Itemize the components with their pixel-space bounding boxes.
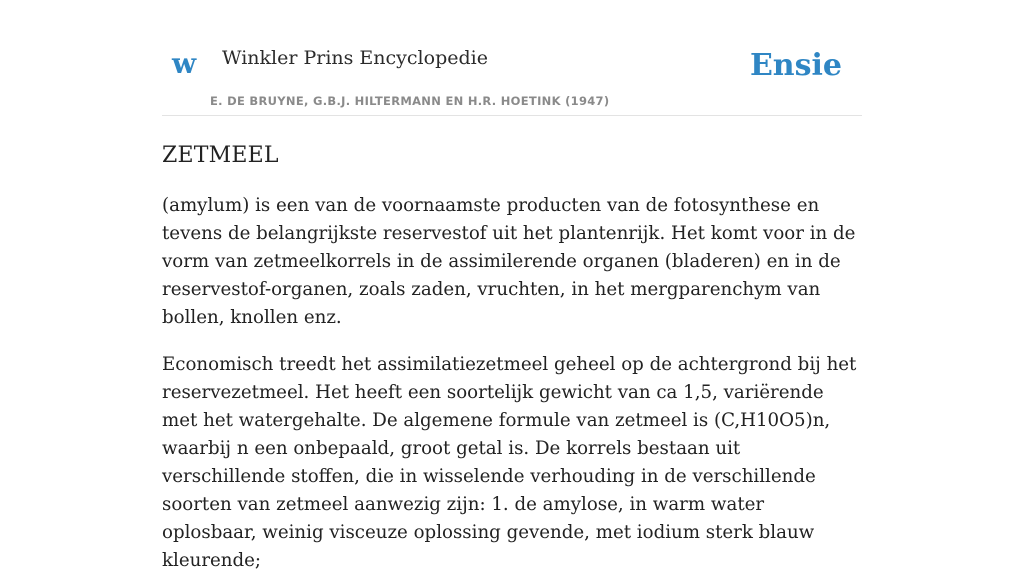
article: [162, 116, 862, 575]
wp-logo[interactable]: w: [172, 47, 197, 80]
article-paragraph: (amylum) is een van de voornaamste producten van de fotosynthese en tevens de belangrijkste reservestof uit het plantenrijk. Het komt voor in de vorm van zetmeelkorrels in de assimilerende organen (bladeren) en in de reservestof-organen, zoals zaden, vruchten, in het mergparenchym van bollen, knollen enz.: [162, 195, 856, 328]
site-header: [162, 0, 862, 116]
article-paragraph: Economisch treedt het assimilatiezetmeel geheel op de achtergrond bij het reservezetmeel. Het heeft een soortelijk gewicht van ca 1,5, variërende met het watergehalte. De algemene formule van zetmeel is (C,H10O5)n, waarbij n een onbepaald, groot getal is. De korrels bestaan uit verschillende stoffen, die in wisselende verhouding in de verschillende soorten van zetmeel aanwezig zijn: 1. de amylose, in warm water oplosbaar, weinig visceuze oplossing gevende, met iodium sterk blauw kleurende;: [162, 354, 857, 571]
article-body: [162, 192, 862, 575]
encyclopedia-title-link[interactable]: Winkler Prins Encyclopedie: [222, 47, 488, 69]
article-title: ZETMEEL: [162, 143, 279, 168]
ensie-logo[interactable]: Ensie: [749, 48, 842, 83]
encyclopedia-authors: E. DE BRUYNE, G.B.J. HILTERMANN EN H.R. HOETINK (1947): [210, 94, 610, 108]
